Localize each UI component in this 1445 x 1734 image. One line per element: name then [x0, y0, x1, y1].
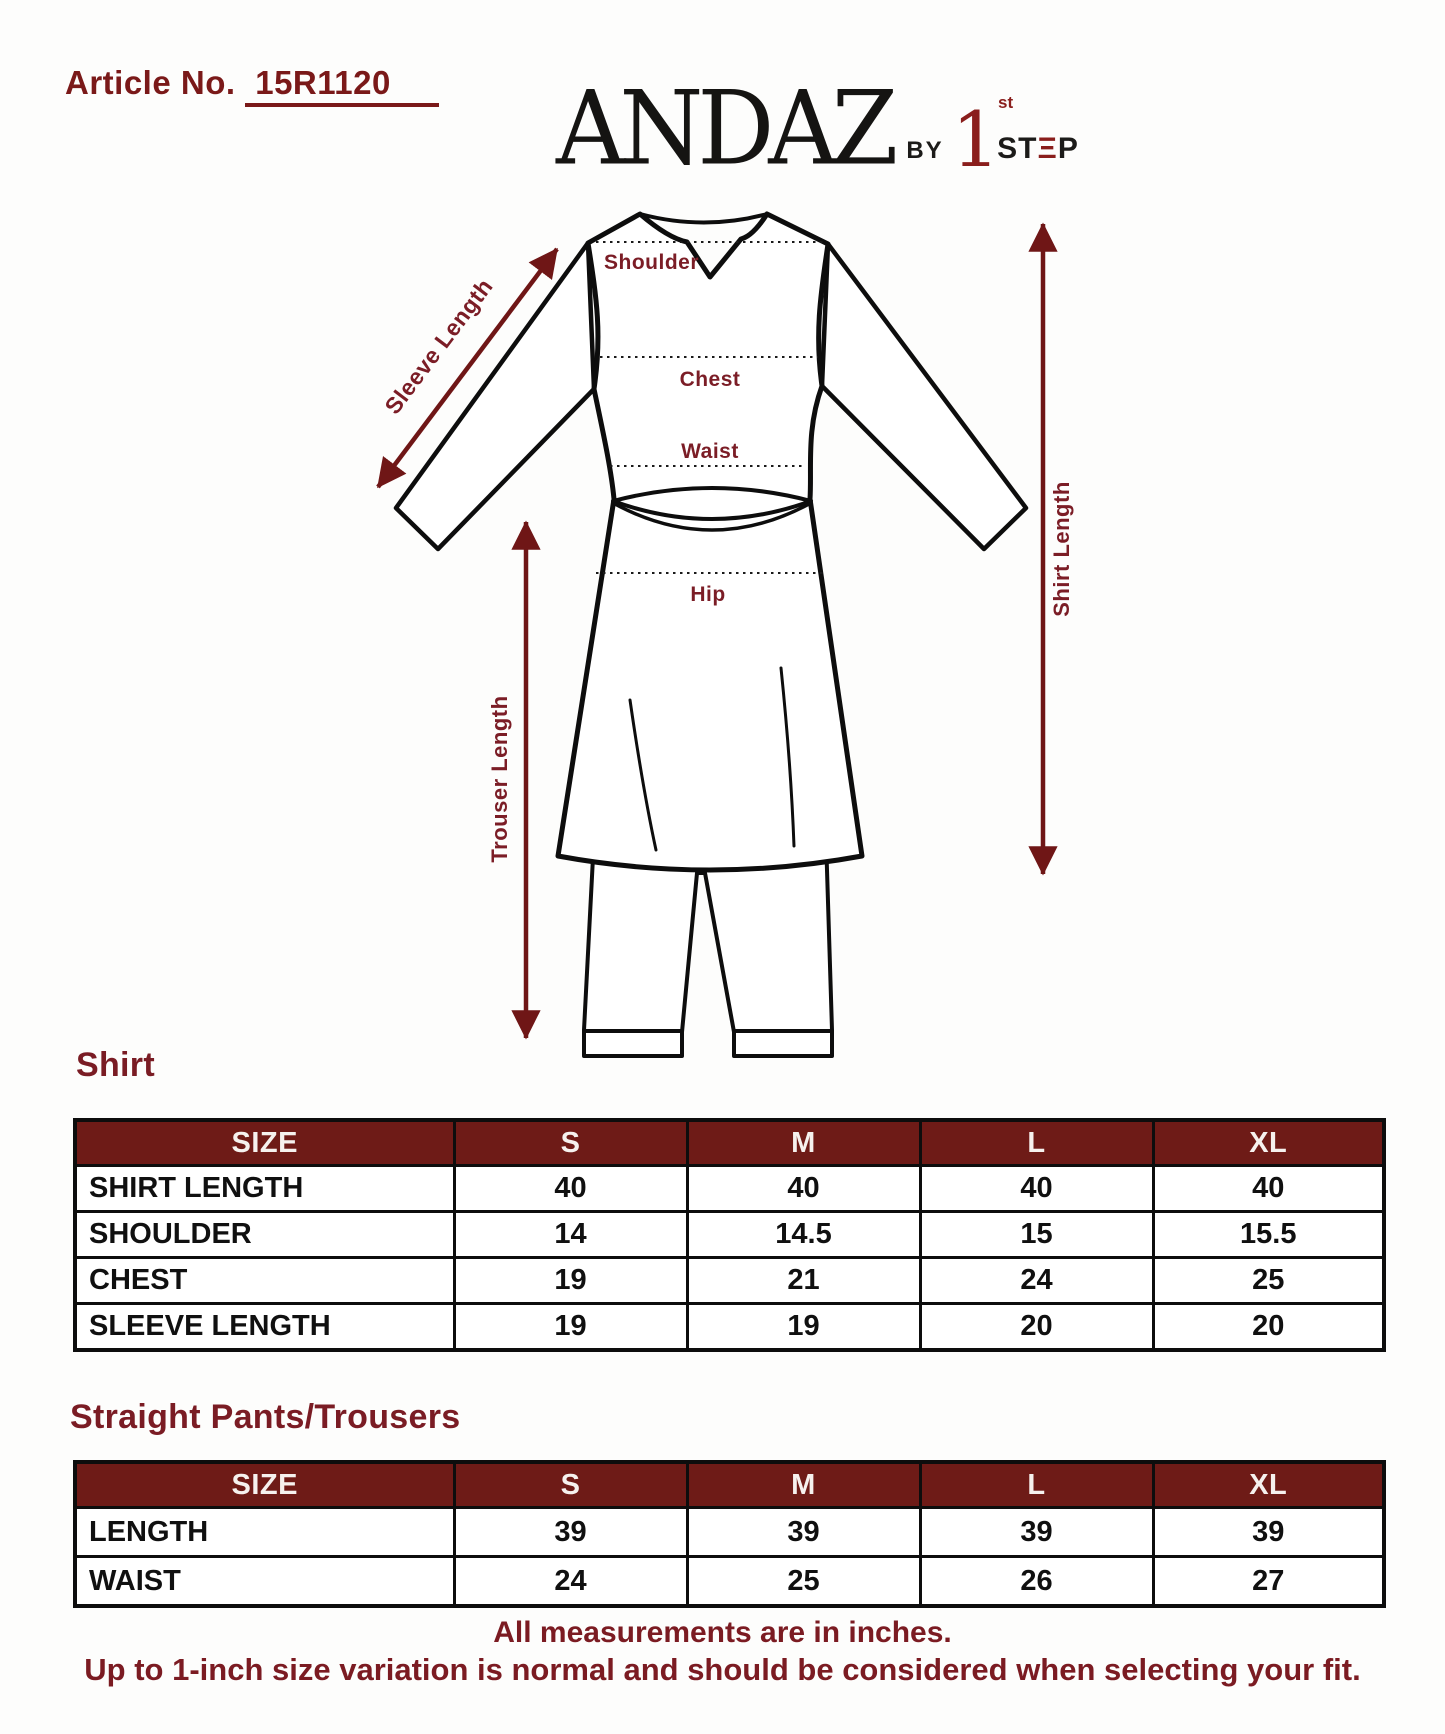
logo-st-superscript: st — [998, 93, 1014, 112]
cell-value: 15.5 — [1153, 1212, 1384, 1258]
logo-step-p: P — [1057, 132, 1079, 165]
hip-label: Hip — [690, 583, 726, 606]
article-label: Article No. — [65, 64, 236, 101]
cell-value: 25 — [1153, 1258, 1384, 1304]
table-row — [75, 1166, 1384, 1212]
pants-size-table — [73, 1460, 1386, 1608]
garment-measurement-diagram — [320, 170, 1110, 1080]
cell-value: 40 — [454, 1166, 687, 1212]
cell-value: 20 — [1153, 1304, 1384, 1351]
column-header-xl: XL — [1153, 1120, 1384, 1166]
size-variation-note: Up to 1-inch size variation is normal and should be considered when selecting your fit. — [84, 1652, 1361, 1687]
sleeve-length-label: Sleeve Length — [379, 273, 498, 419]
column-header-size: SIZE — [75, 1120, 454, 1166]
logo-step-text — [997, 132, 1079, 166]
trouser-length-label: Trouser Length — [487, 695, 512, 863]
column-header-s: S — [454, 1462, 687, 1508]
table-row — [75, 1557, 1384, 1607]
column-header-m: M — [687, 1462, 920, 1508]
cell-value: 20 — [920, 1304, 1153, 1351]
column-header-size: SIZE — [75, 1462, 454, 1508]
row-label: WAIST — [75, 1557, 454, 1607]
logo-step-st: ST — [997, 132, 1038, 165]
table-row — [75, 1508, 1384, 1557]
cell-value: 27 — [1153, 1557, 1384, 1607]
cell-value: 39 — [454, 1508, 687, 1557]
collar-line — [640, 214, 767, 223]
logo-step-e: Ξ — [1037, 132, 1058, 165]
right-sleeve-outline — [822, 244, 1026, 549]
row-label: LENGTH — [75, 1508, 454, 1557]
article-number — [65, 64, 439, 102]
brand-logo — [556, 50, 1079, 188]
cell-value: 21 — [687, 1258, 920, 1304]
cell-value: 14 — [454, 1212, 687, 1258]
shirt-section-heading: Shirt — [76, 1046, 155, 1084]
row-label: SLEEVE LENGTH — [75, 1304, 454, 1351]
column-header-l: L — [920, 1120, 1153, 1166]
logo-numeral-one: 1 — [951, 94, 1001, 184]
logo-by-text: BY — [906, 137, 944, 164]
row-label: SHOULDER — [75, 1212, 454, 1258]
cell-value: 40 — [1153, 1166, 1384, 1212]
shirt-size-table — [73, 1118, 1386, 1352]
cell-value: 19 — [454, 1258, 687, 1304]
cell-value: 40 — [687, 1166, 920, 1212]
shirt-table-header-row — [75, 1120, 1384, 1166]
column-header-xl: XL — [1153, 1462, 1384, 1508]
measurement-note: All measurements are in inches. — [493, 1616, 952, 1649]
cell-value: 25 — [687, 1557, 920, 1607]
cell-value: 39 — [920, 1508, 1153, 1557]
article-value: 15R1120 — [245, 64, 439, 107]
cell-value: 14.5 — [687, 1212, 920, 1258]
cell-value: 19 — [454, 1304, 687, 1351]
shirt-length-label: Shirt Length — [1049, 481, 1074, 617]
column-header-l: L — [920, 1462, 1153, 1508]
table-row — [75, 1212, 1384, 1258]
row-label: CHEST — [75, 1258, 454, 1304]
chest-label: Chest — [679, 368, 741, 391]
pants-section-heading: Straight Pants/Trousers — [70, 1398, 461, 1436]
cell-value: 26 — [920, 1557, 1153, 1607]
cell-value: 15 — [920, 1212, 1153, 1258]
cell-value: 24 — [454, 1557, 687, 1607]
kurta-body-outline — [558, 214, 862, 870]
brand-name: ANDAZ — [556, 68, 893, 188]
cell-value: 39 — [1153, 1508, 1384, 1557]
pants-table-header-row — [75, 1462, 1384, 1508]
cell-value: 39 — [687, 1508, 920, 1557]
cell-value: 24 — [920, 1258, 1153, 1304]
column-header-s: S — [454, 1120, 687, 1166]
table-row — [75, 1304, 1384, 1351]
row-label: SHIRT LENGTH — [75, 1166, 454, 1212]
table-row — [75, 1258, 1384, 1304]
waist-label: Waist — [681, 440, 739, 463]
shoulder-label: Shoulder — [604, 251, 700, 274]
cell-value: 19 — [687, 1304, 920, 1351]
cell-value: 40 — [920, 1166, 1153, 1212]
column-header-m: M — [687, 1120, 920, 1166]
